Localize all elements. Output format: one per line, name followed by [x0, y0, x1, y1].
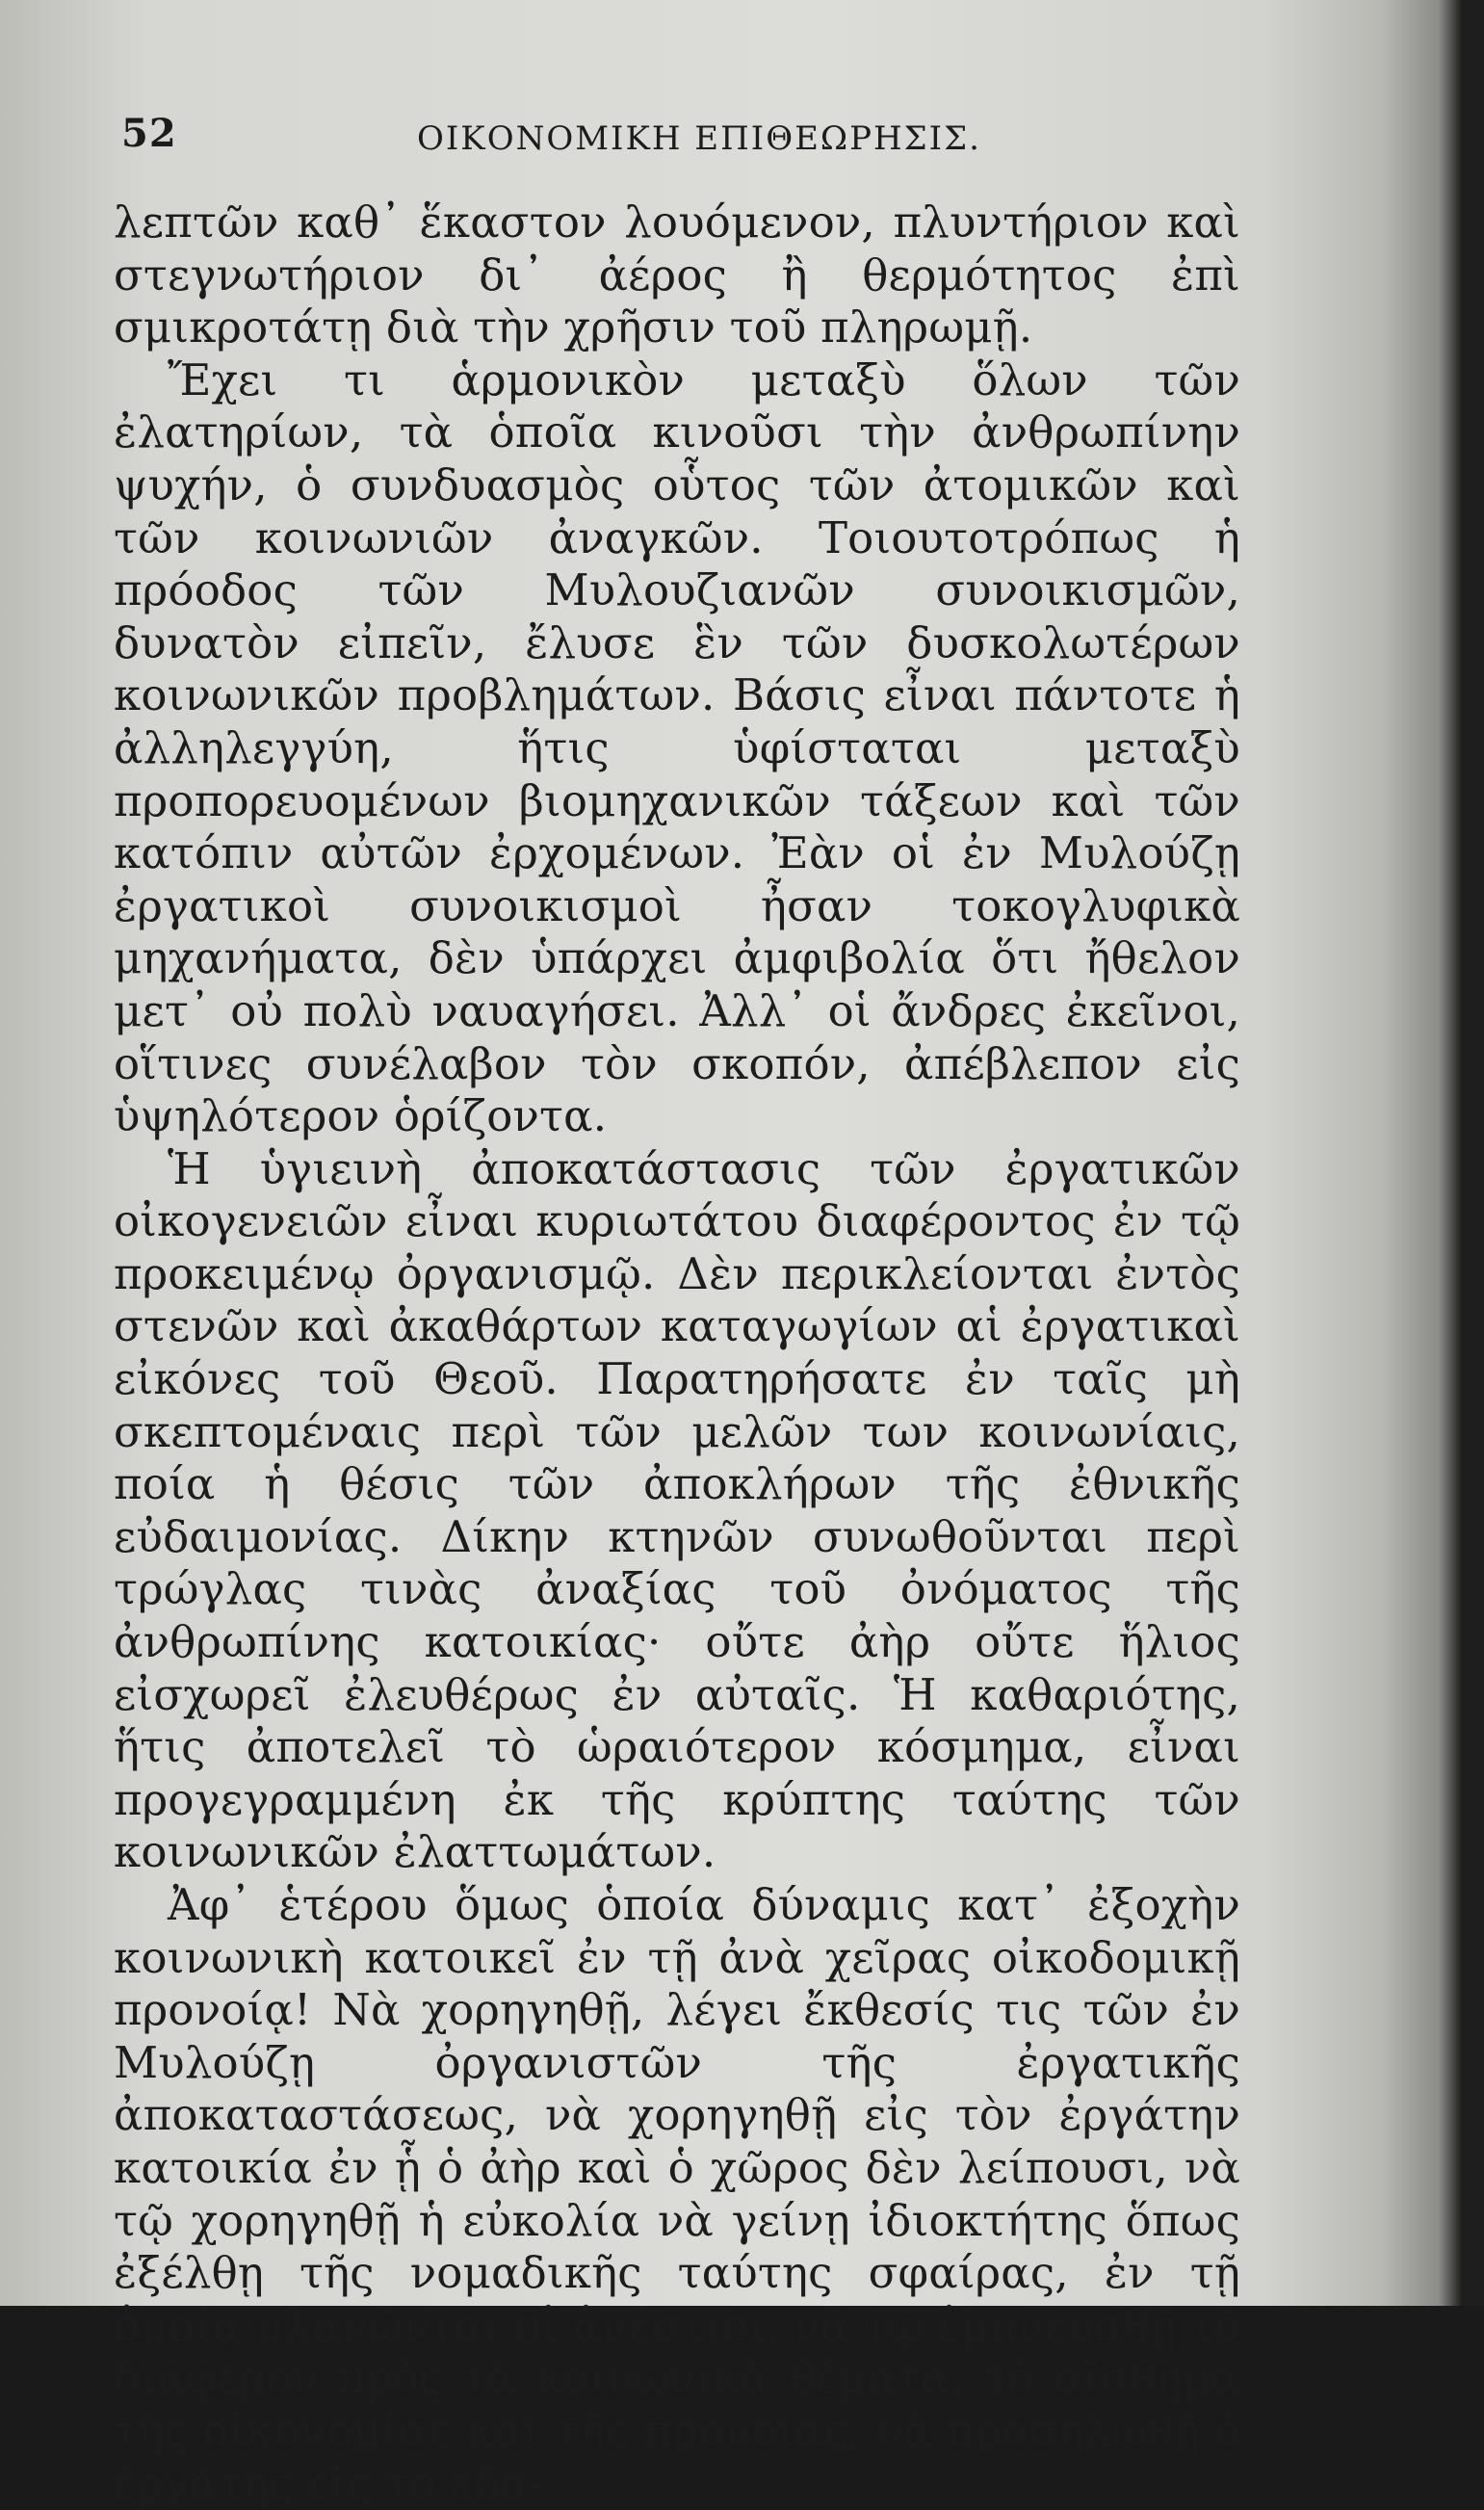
page-header	[114, 106, 1240, 183]
book-page	[114, 106, 1240, 2509]
paragraph-1: λεπτῶν καθ᾽ ἕκαστον λουόμενον, πλυντήριον καὶ στεγνωτήριον δι᾽ ἀέρος ἢ θερμότητος ἐπὶ σμικροτάτῃ διὰ τὴν χρῆσιν τοῦ πληρωμῇ.	[114, 196, 1240, 353]
paragraph-4: Ἀφ᾽ ἑτέρου ὅμως ὁποία δύναμις κατ᾽ ἐξοχὴν κοινωνικὴ κατοικεῖ ἐν τῇ ἀνὰ χεῖρας οἰκοδομικῇ προνοίᾳ! Νὰ χορηγηθῇ, λέγει ἔκθεσίς τις τῶν ἐν Μυλούζῃ ὀργανιστῶν τῆς ἐργατικῆς ἀποκαταστάσεως, νὰ χορηγηθῇ εἰς τὸν ἐργάτην κατοικία ἐν ᾗ ὁ ἀὴρ καὶ ὁ χῶρος δὲν λείπουσι, νὰ τῷ χορηγηθῇ ἡ εὐκολία νὰ γείνῃ ἰδιοκτήτης ὅπως ἐξέλθῃ τῆς νομαδικῆς ταύτης σφαίρας, ἐν τῇ ὁποίᾳ πλανῶνται οἱ ἀνέστιοι, νὰ τῷ ἐμπνευσθῇ τὸ διαφέρον πρὸς τὰ κοινωνικὰ θέματα, τὸ αἴσθημα τῆς οἰκονομίας καὶ τῆς προνοίας, νὰ προσηλωθῇ ὁ ἐργάτης εἰς τὸ ἐδα-	[114, 1879, 1240, 2509]
body-text	[114, 196, 1240, 2510]
running-title: ΟΙΚΟΝΟΜΙΚΗ ΕΠΙΘΕΩΡΗΣΙΣ.	[417, 119, 981, 158]
page-number: 52	[121, 111, 177, 156]
paragraph-3: Ἡ ὑγιεινὴ ἀποκατάστασις τῶν ἐργατικῶν οἰκογενειῶν εἶναι κυριωτάτου διαφέροντος ἐν τῷ προκειμένῳ ὀργανισμῷ. Δὲν περικλείονται ἐντὸς στενῶν καὶ ἀκαθάρτων καταγωγίων αἱ ἐργατικαὶ εἰκόνες τοῦ Θεοῦ. Παρατηρήσατε ἐν ταῖς μὴ σκεπτομέναις περὶ τῶν μελῶν των κοινωνίαις, ποία ἡ θέσις τῶν ἀποκλήρων τῆς ἐθνικῆς εὐδαιμονίας. Δίκην κτηνῶν συνωθοῦνται περὶ τρώγλας τινὰς ἀναξίας τοῦ ὀνόματος τῆς ἀνθρωπίνης κατοικίας· οὔτε ἀὴρ οὔτε ἥλιος εἰσχωρεῖ ἐλευθέρως ἐν αὐταῖς. Ἡ καθαριότης, ἥτις ἀποτελεῖ τὸ ὡραιότερον κόσμημα, εἶναι προγεγραμμένη ἐκ τῆς κρύπτης ταύτης τῶν κοινωνικῶν ἐλαττωμάτων.	[114, 1142, 1240, 1878]
paragraph-2: Ἔχει τι ἁρμονικὸν μεταξὺ ὅλων τῶν ἐλατηρίων, τὰ ὁποῖα κινοῦσι τὴν ἀνθρωπίνην ψυχήν, ὁ συνδυασμὸς οὗτος τῶν ἀτομικῶν καὶ τῶν κοινωνιῶν ἀναγκῶν. Τοιουτοτρόπως ἡ πρόοδος τῶν Μυλουζιανῶν συνοικισμῶν, δυνατὸν εἰπεῖν, ἔλυσε ἓν τῶν δυσκολωτέρων κοινωνικῶν προβλημάτων. Βάσις εἶναι πάντοτε ἡ ἀλληλεγγύη, ἥτις ὑφίσταται μεταξὺ προπορευομένων βιομηχανικῶν τάξεων καὶ τῶν κατόπιν αὐτῶν ἐρχομένων. Ἐὰν οἱ ἐν Μυλούζῃ ἐργατικοὶ συνοικισμοὶ ἦσαν τοκογλυφικὰ μηχανήματα, δὲν ὑπάρχει ἀμφιβολία ὅτι ἤθελον μετ᾽ οὐ πολὺ ναυαγήσει. Ἀλλ᾽ οἱ ἄνδρες ἐκεῖνοι, οἵτινες συνέλαβον τὸν σκοπόν, ἀπέβλεπον εἰς ὑψηλότερον ὁρίζοντα.	[114, 353, 1240, 1142]
